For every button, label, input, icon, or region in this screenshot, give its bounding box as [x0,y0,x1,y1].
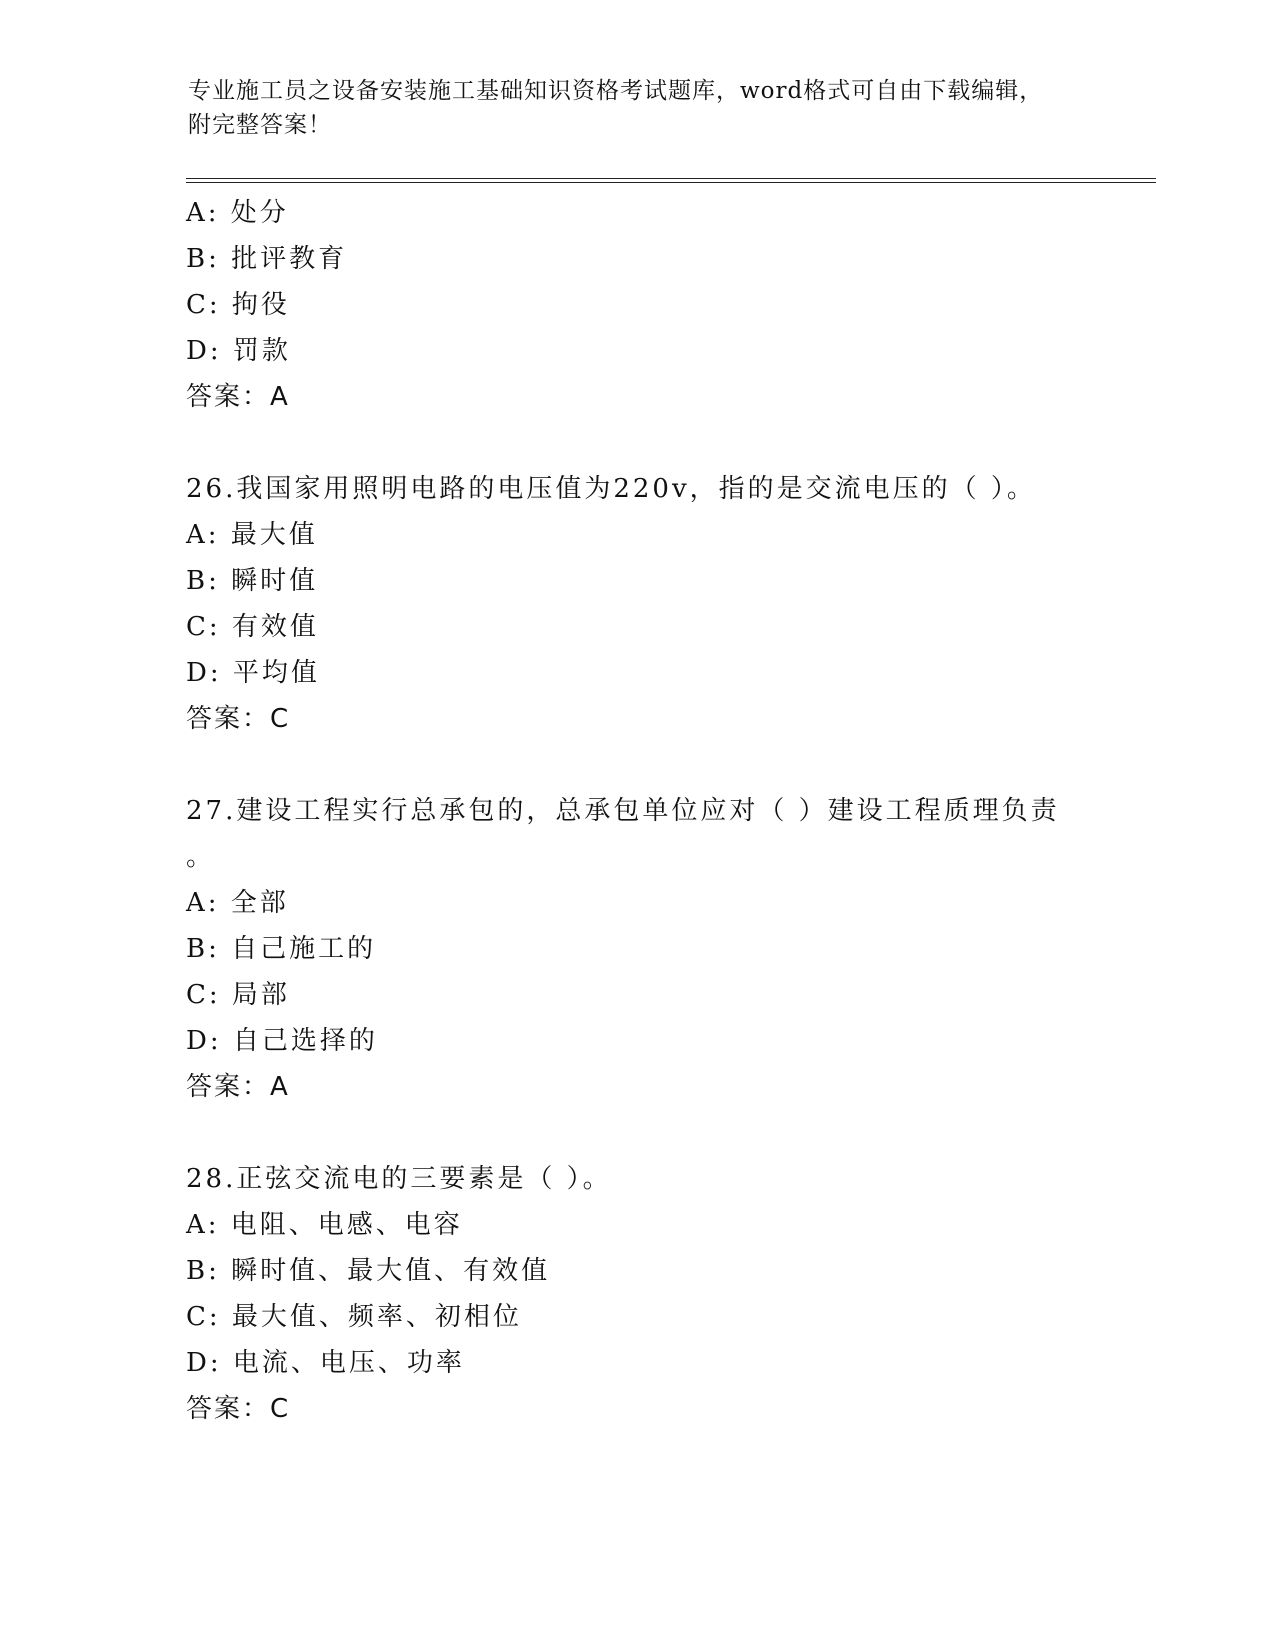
option-b: B: 批评教育 [186,244,348,274]
question-block-27 [186,788,1146,1110]
question-list [186,190,1146,1432]
option-b: B: 瞬时值 [186,566,319,596]
question-block-partial [186,190,1146,420]
option-a: A: 最大值 [186,520,318,550]
option-a: A: 全部 [186,888,289,918]
header-line-2: 附完整答案！ [188,112,332,138]
option-b: B: 自己施工的 [186,934,377,964]
option-c: C: 有效值 [186,612,319,642]
option-d: D: 电流、电压、功率 [186,1348,465,1378]
answer-line: 答案：A [186,1072,290,1102]
answer-line: 答案：C [186,704,291,734]
answer-line: 答案：A [186,382,290,412]
header-divider-bottom [186,182,1156,183]
option-d: D: 罚款 [186,336,291,366]
option-c: C: 局部 [186,980,290,1010]
header-line-1: 专业施工员之设备安装施工基础知识资格考试题库，word格式可自由下载编辑， [188,78,1044,104]
question-block-26 [186,466,1146,742]
question-stem: 27.建设工程实行总承包的，总承包单位应对（ ）建设工程质理负责 [186,796,1060,826]
option-a: A: 电阻、电感、电容 [186,1210,463,1240]
option-d: D: 自己选择的 [186,1026,378,1056]
option-d: D: 平均值 [186,658,320,688]
option-c: C: 拘役 [186,290,290,320]
option-b: B: 瞬时值、最大值、有效值 [186,1256,551,1286]
document-header [188,74,1088,142]
question-stem: 28.正弦交流电的三要素是（ ）。 [186,1164,612,1194]
header-divider-top [186,178,1156,179]
answer-line: 答案：C [186,1394,291,1424]
question-stem-continuation: 。 [186,842,213,872]
question-stem: 26.我国家用照明电路的电压值为220v，指的是交流电压的（ ）。 [186,474,1036,504]
option-a: A: 处分 [186,198,289,228]
question-block-28 [186,1156,1146,1432]
option-c: C: 最大值、频率、初相位 [186,1302,522,1332]
